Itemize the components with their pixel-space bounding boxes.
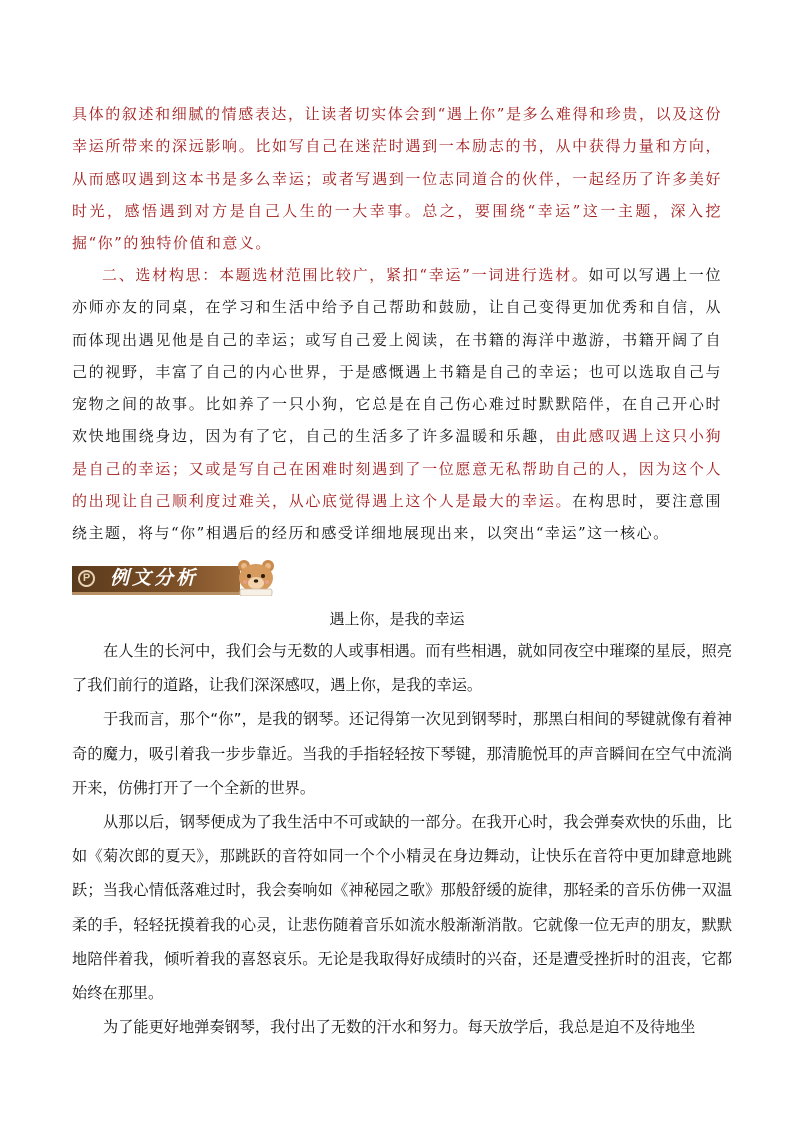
banner-badge: P — [78, 570, 95, 587]
selection-body: 如可以写遇上一位亦师亦友的同桌，在学习和生活中给予自己帮助和鼓励，让自己变得更加优秀和自信，从而体现出遇见他是自己的幸运；或写自己爱上阅读，在书籍的海洋中遨游，书籍开阔了自己的视野，丰富了自己的内心世界，于是感慨遇上书籍是自己的幸运；也可以选取自己与宠物之间的故事。比如养了一只小狗，它总是在自己伤心难过时默默陪伴，在自己开心时欢快地围绕身边，因为有了它，自己的生活多了许多温暖和乐趣， — [72, 266, 722, 446]
guide-paragraph-2 — [72, 259, 722, 550]
bear-icon — [234, 556, 278, 596]
banner-label: 例文分析 — [110, 568, 199, 589]
guide-paragraph-2-text — [72, 259, 722, 550]
essay-paragraph: 为了能更好地弹奏钢琴，我付出了无数的汗水和努力。每天放学后，我总是迫不及待地坐 — [103, 1018, 696, 1037]
selection-highlight: 由此感叹遇上这只小狗是自己的幸运；又或是写自己在困难时刻遇到了一位愿意无私帮助自己的人，因为这个人的出现让自己顺利度过难关，从心底觉得遇上这个人是最大的幸运。 — [72, 427, 722, 511]
guide-paragraph-1-text: 具体的叙述和细腻的情感表达，让读者切实体会到“遇上你”是多么难得和珍贵，以及这份幸运所带来的深远影响。比如写自己在迷茫时遇到一本励志的书，从中获得力量和方向，从而感叹遇到这本书是多么幸运；或者写遇到一位志同道合的伙伴，一起经历了许多美好时光，感悟遇到对方是自己人生的一大幸事。总之，要围绕“幸运”这一主题，深入挖掘“你”的独特价值和意义。 — [72, 105, 722, 253]
essay-body — [72, 634, 732, 1044]
selection-tail: 在构思时，要注意围绕主题，将与“你”相遇后的经历和感受详细地展现出来，以突出“幸运”这一核心。 — [72, 492, 722, 543]
essay-title: 遇上你，是我的幸运 — [329, 610, 465, 628]
guide-paragraph-1 — [72, 98, 722, 259]
essay-paragraph: 于我而言，那个“你”，是我的钢琴。还记得第一次见到钢琴时，那黑白相间的琴键就像有着神奇的魔力，吸引着我一步步靠近。当我的手指轻轻按下琴键，那清脆悦耳的声音瞬间在空气中流淌开来，仿佛打开了一个全新的世界。 — [72, 710, 732, 797]
selection-heading: 二、选材构思：本题选材范围比较广，紧扣“幸运”一词进行选材。 — [102, 266, 589, 284]
essay-paragraph: 在人生的长河中，我们会与无数的人或事相遇。而有些相遇，就如同夜空中璀璨的星辰，照亮了我们前行的道路，让我们深深感叹，遇上你，是我的幸运。 — [72, 642, 732, 695]
example-analysis-banner — [72, 556, 272, 596]
essay-paragraph: 从那以后，钢琴便成为了我生活中不可或缺的一部分。在我开心时，我会弹奏欢快的乐曲，比如《菊次郎的夏天》，那跳跃的音符如同一个个小精灵在身边舞动，让快乐在音符中更加肆意地跳跃；当我心情低落难过时，我会奏响如《神秘园之歌》那般舒缓的旋律，那轻柔的音乐仿佛一双温柔的手，轻轻抚摸着我的心灵，让悲伤随着音乐如流水般渐渐消散。它就像一位无声的朋友，默默地陪伴着我，倾听着我的喜怒哀乐。无论是我取得好成绩时的兴奋，还是遭受挫折时的沮丧，它都始终在那里。 — [72, 813, 732, 1003]
